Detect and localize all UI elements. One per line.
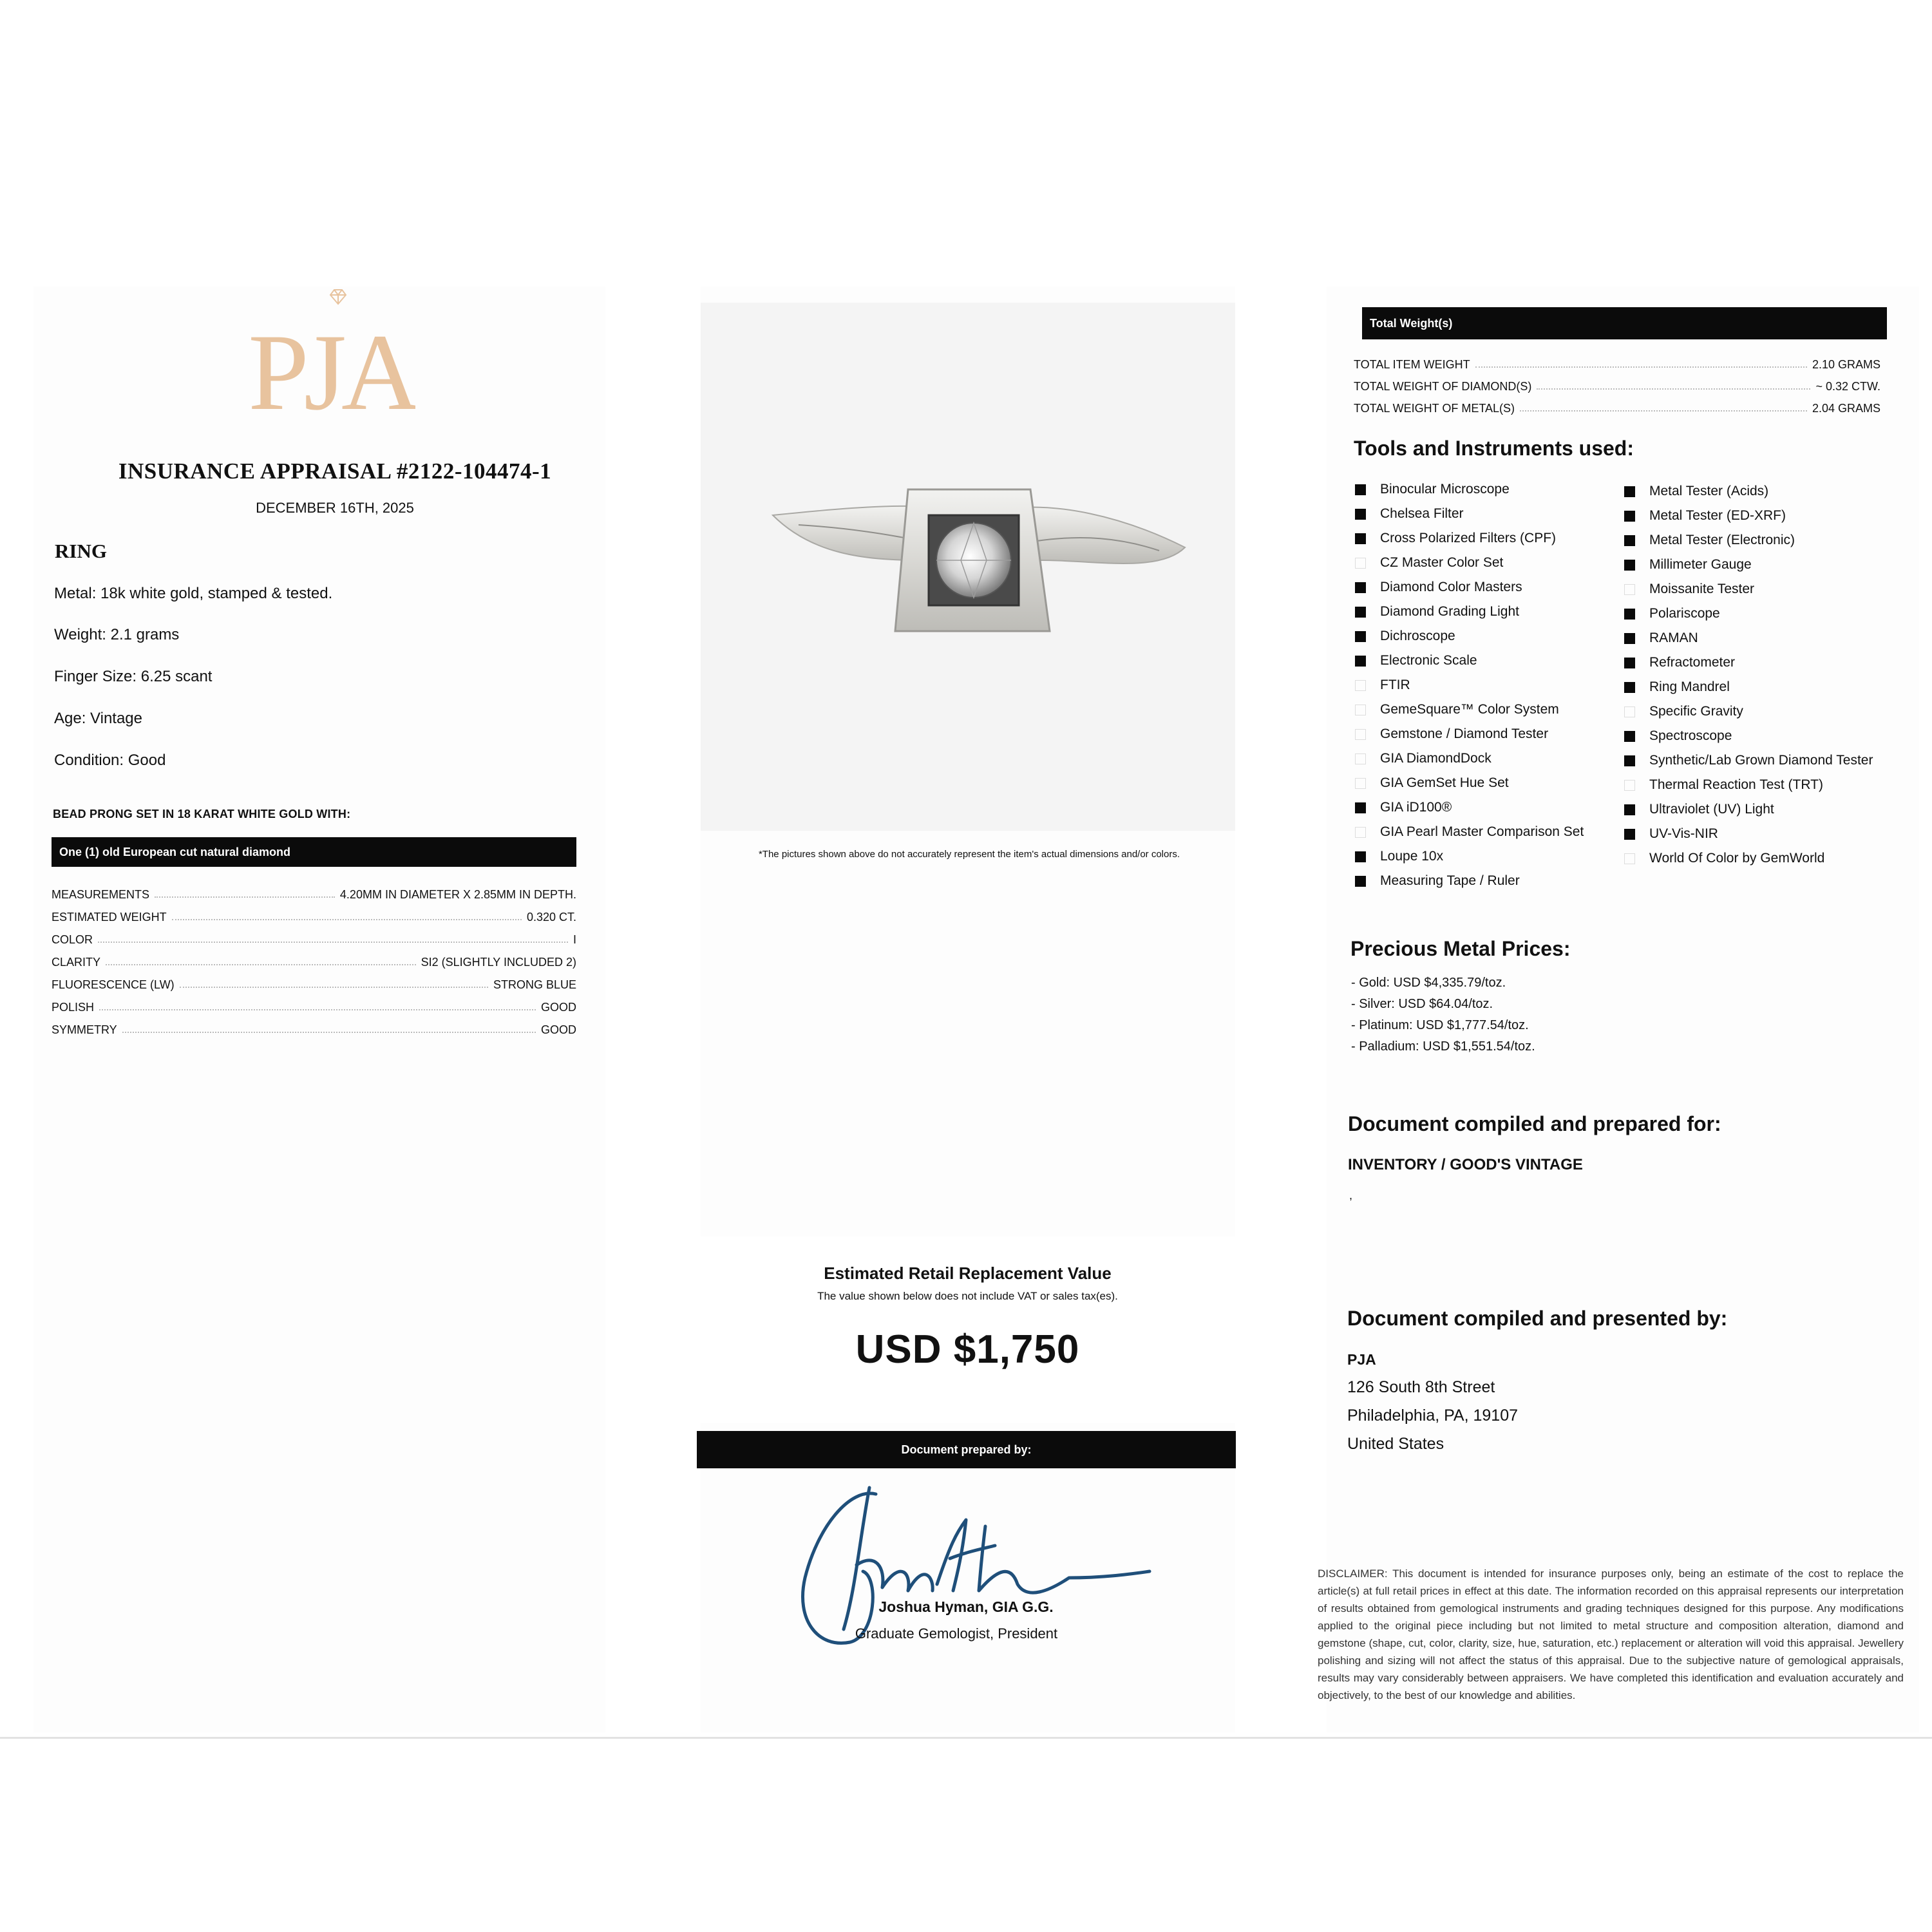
item-property-age: Age: Vintage: [54, 710, 143, 727]
setting-heading: BEAD PRONG SET IN 18 KARAT WHITE GOLD WITH:: [53, 808, 351, 820]
dot-leader: [122, 1032, 536, 1033]
presenter-name: PJA: [1347, 1351, 1376, 1368]
checked-checkbox-icon: [1624, 804, 1635, 815]
tool-item: [1624, 726, 1732, 746]
tool-item: [1355, 749, 1492, 768]
unchecked-checkbox-icon: [1624, 706, 1635, 717]
valuation-title: Estimated Retail Replacement Value: [824, 1264, 1112, 1283]
spec-row: [52, 970, 576, 992]
unchecked-checkbox-icon: [1355, 778, 1366, 789]
tool-label: Specific Gravity: [1649, 704, 1743, 719]
valuation-subtitle: The value shown below does not include VAT or sales tax(es).: [817, 1290, 1118, 1302]
tool-item: [1624, 555, 1752, 574]
dot-leader: [180, 987, 488, 988]
total-weights-bar: Total Weight(s): [1362, 307, 1887, 339]
spec-label: FLUORESCENCE (LW): [52, 978, 175, 991]
checked-checkbox-icon: [1355, 607, 1366, 618]
metal-price-gold: - Gold: USD $4,335.79/toz.: [1351, 976, 1506, 990]
spec-row: [52, 925, 576, 947]
tool-item: [1355, 676, 1410, 695]
unchecked-checkbox-icon: [1355, 705, 1366, 715]
tool-label: Polariscope: [1649, 606, 1720, 621]
checked-checkbox-icon: [1624, 658, 1635, 668]
tool-label: GIA Pearl Master Comparison Set: [1380, 824, 1584, 839]
spec-value: I: [573, 933, 576, 946]
checked-checkbox-icon: [1355, 582, 1366, 593]
spec-label: COLOR: [52, 933, 93, 946]
tool-label: Gemstone / Diamond Tester: [1380, 726, 1549, 741]
tool-item: [1624, 531, 1795, 550]
tool-label: Cross Polarized Filters (CPF): [1380, 531, 1557, 545]
valuation-value: USD $1,750: [855, 1327, 1080, 1372]
tool-item: [1624, 849, 1824, 868]
checked-checkbox-icon: [1355, 631, 1366, 642]
dot-leader: [98, 942, 568, 943]
presenter-country: United States: [1347, 1435, 1444, 1453]
tool-label: Dichroscope: [1380, 629, 1455, 643]
unchecked-checkbox-icon: [1624, 584, 1635, 595]
item-property-metal: Metal: 18k white gold, stamped & tested.: [54, 585, 333, 602]
appraisal-date: DECEMBER 16TH, 2025: [256, 500, 414, 516]
tool-item: [1355, 627, 1455, 646]
tool-label: Moissanite Tester: [1649, 582, 1755, 596]
tool-item: [1355, 724, 1548, 744]
spec-label: POLISH: [52, 1001, 95, 1014]
signer-name: Joshua Hyman, GIA G.G.: [878, 1598, 1054, 1615]
tool-item: [1355, 871, 1520, 891]
tool-label: Thermal Reaction Test (TRT): [1649, 777, 1823, 792]
tool-item: [1624, 800, 1774, 819]
tool-label: GIA iD100®: [1380, 800, 1452, 815]
tool-label: GemeSquare™ Color System: [1380, 702, 1559, 717]
item-property-finger-size: Finger Size: 6.25 scant: [54, 668, 213, 685]
tool-item: [1624, 751, 1873, 770]
tool-label: Chelsea Filter: [1380, 506, 1464, 521]
tool-item: [1624, 506, 1786, 526]
tool-item: [1355, 602, 1519, 621]
page-edge-line: [0, 1737, 1932, 1739]
unchecked-checkbox-icon: [1355, 753, 1366, 764]
weight-label: TOTAL WEIGHT OF DIAMOND(S): [1354, 380, 1532, 393]
metal-price-platinum: - Platinum: USD $1,777.54/toz.: [1351, 1018, 1529, 1032]
unchecked-checkbox-icon: [1624, 780, 1635, 791]
client-name: INVENTORY / GOOD'S VINTAGE: [1348, 1156, 1583, 1173]
unchecked-checkbox-icon: [1355, 558, 1366, 569]
spec-row: [52, 880, 576, 902]
signer-title: Graduate Gemologist, President: [855, 1625, 1058, 1642]
checked-checkbox-icon: [1624, 609, 1635, 620]
checked-checkbox-icon: [1355, 484, 1366, 495]
weight-row: [1354, 395, 1880, 415]
metal-price-palladium: - Palladium: USD $1,551.54/toz.: [1351, 1039, 1535, 1054]
tool-label: GIA DiamondDock: [1380, 751, 1492, 766]
unchecked-checkbox-icon: [1355, 680, 1366, 691]
weight-value: 2.10 GRAMS: [1812, 358, 1880, 371]
spec-row: [52, 992, 576, 1014]
tool-item: [1355, 822, 1584, 842]
tool-label: CZ Master Color Set: [1380, 555, 1504, 570]
tool-label: Millimeter Gauge: [1649, 557, 1752, 572]
checked-checkbox-icon: [1355, 509, 1366, 520]
tool-item: [1355, 578, 1522, 597]
checked-checkbox-icon: [1355, 851, 1366, 862]
checked-checkbox-icon: [1624, 682, 1635, 693]
weight-row: [1354, 351, 1880, 372]
dot-leader: [172, 919, 522, 920]
unchecked-checkbox-icon: [1624, 853, 1635, 864]
tool-item: [1355, 773, 1509, 793]
checked-checkbox-icon: [1624, 560, 1635, 571]
unchecked-checkbox-icon: [1355, 827, 1366, 838]
weight-value: ~ 0.32 CTW.: [1815, 380, 1880, 393]
spec-label: ESTIMATED WEIGHT: [52, 911, 167, 923]
spec-value: 0.320 CT.: [526, 911, 576, 923]
checked-checkbox-icon: [1355, 656, 1366, 667]
tool-label: Metal Tester (Electronic): [1649, 533, 1795, 547]
disclaimer: DISCLAIMER: This document is intended for insurance purposes only, being an estimate of the cost to replace the article(s) at full retail prices in effect at this date. The information recorded on this appraisal represents our interpretation of results obtained from gemological instruments and grading techniques designed for this purpose. Any modifications applied to the original piece including but not limited to metal structure and composition alteration, diamond and gemstone (shape, cut, color, clarity, size, hue, saturation, etc.) replacement or alteration will void this appraisal. Jewellery polishing and sizing will not affect the status of this appraisal. Due to the subjective nature of gemological appraisals, results may vary considerably between appraisers. We have completed this identification and evaluation accurately and objectively, to the best of our knowledge and abilities.: [1318, 1567, 1904, 1701]
tool-label: Ring Mandrel: [1649, 679, 1730, 694]
tool-label: Loupe 10x: [1380, 849, 1444, 864]
presenter-city: Philadelphia, PA, 19107: [1347, 1406, 1519, 1425]
spec-label: SYMMETRY: [52, 1023, 117, 1036]
tool-item: [1624, 677, 1730, 697]
spec-value: SI2 (SLIGHTLY INCLUDED 2): [421, 956, 576, 969]
logo-text: PJA: [248, 312, 415, 419]
tool-item: [1624, 482, 1768, 501]
tool-item: [1624, 604, 1720, 623]
tool-item: [1624, 629, 1698, 648]
tool-item: [1624, 653, 1735, 672]
tool-label: GIA GemSet Hue Set: [1380, 775, 1509, 790]
tool-label: World Of Color by GemWorld: [1649, 851, 1825, 866]
checked-checkbox-icon: [1624, 486, 1635, 497]
spec-label: CLARITY: [52, 956, 101, 969]
checked-checkbox-icon: [1355, 533, 1366, 544]
tool-item: [1624, 702, 1743, 721]
tool-label: Diamond Color Masters: [1380, 580, 1522, 594]
tool-label: RAMAN: [1649, 630, 1698, 645]
client-extra: ,: [1349, 1189, 1353, 1202]
checked-checkbox-icon: [1624, 829, 1635, 840]
checked-checkbox-icon: [1355, 876, 1366, 887]
tool-label: Ultraviolet (UV) Light: [1649, 802, 1774, 817]
tools-heading: Tools and Instruments used:: [1354, 437, 1634, 460]
tool-item: [1355, 700, 1559, 719]
appraisal-title: INSURANCE APPRAISAL #2122-104474-1: [118, 459, 552, 484]
pja-logo: [248, 283, 415, 419]
tool-label: FTIR: [1380, 677, 1410, 692]
tool-label: Binocular Microscope: [1380, 482, 1510, 497]
tool-label: Synthetic/Lab Grown Diamond Tester: [1649, 753, 1873, 768]
tool-item: [1355, 651, 1477, 670]
checked-checkbox-icon: [1355, 802, 1366, 813]
weight-label: TOTAL ITEM WEIGHT: [1354, 358, 1470, 371]
tool-item: [1355, 553, 1503, 573]
presented-by-heading: Document compiled and presented by:: [1347, 1307, 1728, 1330]
ring-photo: [760, 464, 1198, 683]
weight-label: TOTAL WEIGHT OF METAL(S): [1354, 402, 1515, 415]
presenter-street: 126 South 8th Street: [1347, 1378, 1495, 1396]
tool-item: [1355, 480, 1510, 499]
tool-label: Metal Tester (Acids): [1649, 484, 1769, 498]
prepared-for-heading: Document compiled and prepared for:: [1348, 1112, 1721, 1135]
tool-label: Spectroscope: [1649, 728, 1732, 743]
tool-item: [1355, 847, 1443, 866]
tool-label: Electronic Scale: [1380, 653, 1477, 668]
dot-leader: [106, 964, 416, 965]
dot-leader: [1520, 410, 1807, 412]
metal-prices-heading: Precious Metal Prices:: [1350, 937, 1571, 960]
dot-leader: [99, 1009, 536, 1010]
tool-label: Measuring Tape / Ruler: [1380, 873, 1520, 888]
checked-checkbox-icon: [1624, 731, 1635, 742]
item-property-weight: Weight: 2.1 grams: [54, 626, 180, 643]
spec-value: STRONG BLUE: [493, 978, 576, 991]
spec-value: GOOD: [540, 1001, 576, 1014]
tool-item: [1355, 798, 1452, 817]
tool-item: [1624, 824, 1718, 844]
stone-title-bar: One (1) old European cut natural diamond: [52, 837, 576, 867]
weight-row: [1354, 373, 1880, 393]
spec-row: [52, 902, 576, 924]
dot-leader: [1537, 388, 1810, 390]
checked-checkbox-icon: [1624, 755, 1635, 766]
checked-checkbox-icon: [1624, 633, 1635, 644]
tool-label: Metal Tester (ED-XRF): [1649, 508, 1786, 523]
tool-label: Refractometer: [1649, 655, 1736, 670]
prepared-by-bar: Document prepared by:: [697, 1431, 1236, 1468]
checked-checkbox-icon: [1624, 511, 1635, 522]
tool-item: [1355, 504, 1464, 524]
dot-leader: [1475, 366, 1807, 368]
picture-disclaimer: *The pictures shown above do not accurately represent the item's actual dimensions and/or colors.: [758, 849, 1180, 860]
item-type: RING: [55, 540, 107, 562]
spec-value: 4.20MM IN DIAMETER X 2.85MM IN DEPTH.: [339, 888, 576, 901]
tool-item: [1355, 529, 1556, 548]
tool-label: UV-Vis-NIR: [1649, 826, 1718, 841]
tool-item: [1624, 580, 1754, 599]
weight-value: 2.04 GRAMS: [1812, 402, 1880, 415]
tool-label: Diamond Grading Light: [1380, 604, 1519, 619]
unchecked-checkbox-icon: [1355, 729, 1366, 740]
spec-value: GOOD: [540, 1023, 576, 1036]
tool-item: [1624, 775, 1823, 795]
spec-row: [52, 1015, 576, 1037]
dot-leader: [155, 896, 335, 898]
spec-label: MEASUREMENTS: [52, 888, 150, 901]
checked-checkbox-icon: [1624, 535, 1635, 546]
item-property-condition: Condition: Good: [54, 752, 166, 769]
metal-price-silver: - Silver: USD $64.04/toz.: [1351, 997, 1493, 1011]
spec-row: [52, 947, 576, 969]
